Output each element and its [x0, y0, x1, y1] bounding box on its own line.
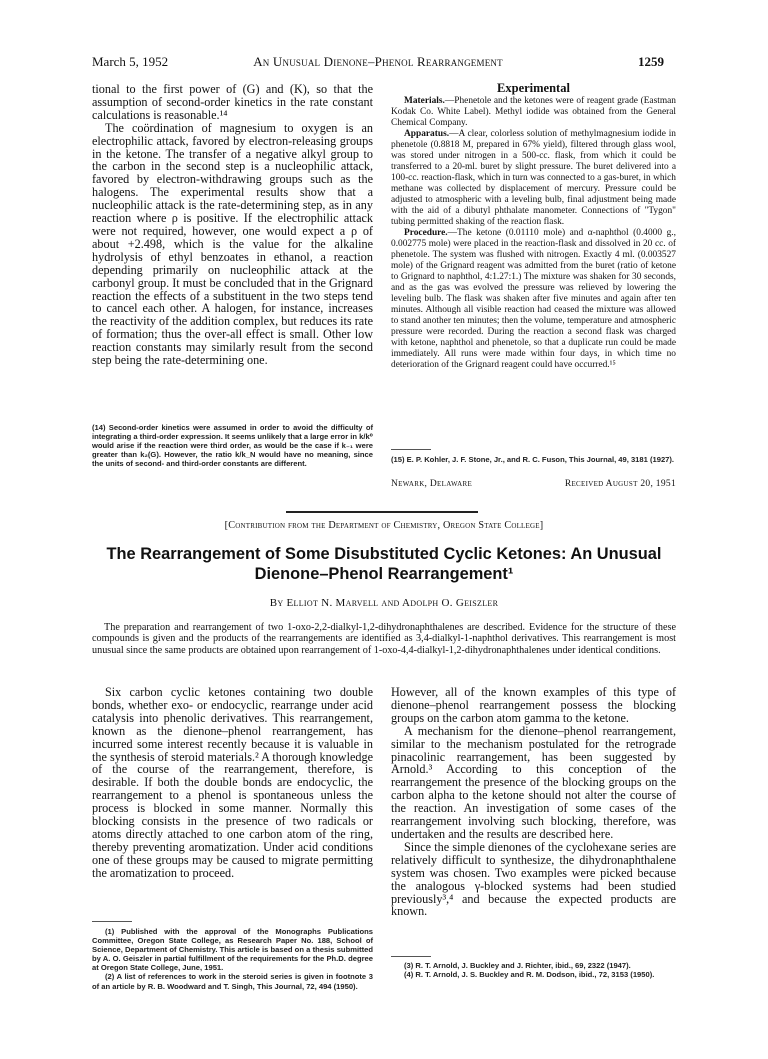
footnote-2: (2) A list of references to work in the steroid series is given in footnote 3 of an article by R. B. Woodward and T. Singh, This Journal, 72, 494 (1950). — [92, 972, 373, 991]
right-column-bottom — [391, 686, 676, 918]
left-column-bottom — [92, 686, 373, 880]
article-separator — [286, 511, 478, 513]
apparatus-text: —A clear, colorless solution of methylmagnesium iodide in phenetole (0.8818 M, prepared in 67% yield), filtered through glass wool, was stored under nitrogen in a 500-cc. flask, from which it could be transferred to a 20-ml. buret by slight pressure. The buret delivered into a 100-cc. reaction-flask, which in turn was connected to a gas-buret, in which methane was collected by displacement of mercury. Pressure could be adjusted to atmospheric with a leveling bulb, final adjustment being made with the aid of a dibutyl phthalate manometer. Connections of "Tygon" tubing permitted shaking of the reaction flask. — [391, 129, 676, 227]
paragraph-known-examples: However, all of the known examples of this type of dienone–phenol rearrangement possess the blocking groups on the carbon atom gamma to the ketone. — [391, 685, 676, 725]
materials-paragraph — [391, 96, 676, 129]
paragraph-mechanism: The coördination of magnesium to oxygen is an electrophilic attack, favored by electron-releasing groups in the ketone. The transfer of a negative alkyl group to the carbon in the second step is a nucleophilic attack, favored by electron-withdrawing groups such as the halogens. The experimental results show that a nucleophilic attack is the rate-determining step, as in any reaction where ρ is positive. If the electrophilic attack were not required, however, one would expect a ρ of about +2.498, which is the value for the alkaline hydrolysis of ethyl benzoates in ethanol, a reaction depending primarily on nucleophilic attack at the carbonyl group. It must be concluded that in the Grignard reaction the effects of a substituent in the two steps tend to cancel each other. A halogen, for instance, increases the reactivity of the addition complex, but reduces its rate of formation; thus the over-all effect is small. Other low reaction constants may similarly result from the second step being the rate-determining one. — [92, 120, 373, 368]
apparatus-paragraph — [391, 129, 676, 228]
left-column-top — [92, 83, 373, 367]
article-authors: By Elliot N. Marvell and Adolph O. Geiszler — [269, 597, 499, 609]
footnote-rule-right — [391, 449, 431, 450]
procedure-label: Procedure. — [404, 228, 448, 238]
footnote-3: (3) R. T. Arnold, J. Buckley and J. Richter, ibid., 69, 2322 (1947). — [404, 961, 631, 970]
contribution-line: [Contribution from the Department of Chemistry, Oregon State College] — [224, 520, 544, 531]
footnotes-left — [92, 927, 373, 991]
experimental-heading: Experimental — [497, 81, 570, 95]
footnote-4: (4) R. T. Arnold, J. S. Buckley and R. M. Dodson, ibid., 72, 3153 (1950). — [404, 970, 655, 980]
running-header — [92, 54, 664, 72]
article-title: The Rearrangement of Some Disubstituted Cyclic Ketones: An Unusual Dienone–Phenol Rearrangement¹ — [106, 545, 662, 583]
paragraph-continuation: tional to the first power of (G) and (K), so that the assumption of second-order kinetics in the rate constant calculations is reasonable.¹⁴ — [92, 82, 373, 122]
paragraph-mechanism-arnold: A mechanism for the dienone–phenol rearrangement, similar to the mechanism postulated for the retrograde pinacolinic rearrangement, has been suggested by Arnold.³ According to this conception of the rearrangement the presence of the blocking groups on the carbon alpha to the ketone should not alter the course of the reaction. An investigation of some cases of the rearrangement involving such blocking, therefore, was undertaken and the results are described here. — [391, 723, 676, 841]
materials-label: Materials. — [404, 96, 445, 106]
header-page-number: 1259 — [638, 54, 664, 69]
footnote-rule-bottom-left — [92, 921, 132, 922]
received-date: Received August 20, 1951 — [564, 479, 676, 489]
footnotes-right — [391, 961, 676, 979]
procedure-text: —The ketone (0.01110 mole) and α-naphthol (0.4000 g., 0.002775 mole) were placed in the reaction-flask and dissolved in 20 cc. of phenetole. The system was flushed with nitrogen. Exactly 4 ml. (0.003527 mole) of the Grignard reagent was admitted from the buret (ratio of ketone to Grignard to naphthol, 4:1.27:1.) The mixture was shaken for 30 seconds, and as the gas was evolved the pressure was relieved by lowering the leveling bulb. The flask was shaken after five minutes and again after ten minutes. Although all visible reaction had ceased the mixture was allowed to stand another ten minutes; then the volume, temperature and atmospheric pressure were recorded. During the reaction a second flask was charged with ketone, naphthol and phenetole, so that a duplicate run could be made immediately. All runs were made within four days, in which time no deterioration of the Grignard reagent could have occurred.¹⁵ — [391, 228, 676, 370]
materials-text: —Phenetole and the ketones were of reagent grade (Eastman Kodak Co. White Label). Methyl iodide was obtained from the General Chemical Company. — [391, 96, 676, 128]
header-date: March 5, 1952 — [92, 54, 169, 69]
footnote-14: (14) Second-order kinetics were assumed in order to avoid the difficulty of integrating a third-order expression. It seems unlikely that a large error in k/k⁰ would arise if the reaction were third order, as would be the case if k₋₁ were greater than k₂(G). However, the ratio k/k_N would have no meaning, since the units of second- and third-order constants are different. — [92, 423, 374, 469]
article-abstract: The preparation and rearrangement of two 1-oxo-2,2-dialkyl-1,2-dihydronaphthalenes are described. Evidence for the structure of these compounds is given and the products of the rearrangements are identified as 3,4-dialkyl-1-naphthol derivatives. This rearrangement is most unusual since the same products are obtained upon rearrangement of 1-oxo-4,4-dialkyl-1,2-dihydronaphthalenes under identical conditions. — [92, 622, 676, 656]
footnote-1: (1) Published with the approval of the Monographs Publications Committee, Oregon State College, as Research Paper No. 188, School of Science, Department of Chemistry. This article is based on a thesis submitted by A. O. Geiszler in partial fulfillment of the requirements for the Ph.D. degree at Oregon State College, June, 1951. — [92, 927, 373, 973]
procedure-paragraph — [391, 228, 676, 371]
paragraph-intro: Six carbon cyclic ketones containing two double bonds, whether exo- or endocyclic, rearrange under acid catalysis into phenolic derivatives. This rearrangement, known as the dienone–phenol rearrangement, has incurred some interest recently because it is valuable in the synthesis of steroid materials.² A thorough knowledge of the course of the rearrangement, therefore, is desirable. If both the double bonds are endocyclic, the rearrangement to a phenol is spontaneous unless the process is blocked in some manner. Normally this blocking consists in the presence of two radicals or atoms directly attached to one carbon atom of the ring, thereby preventing aromatization. Under acid conditions one of these groups may be caused to migrate permitting the aromatization to proceed. — [92, 685, 373, 880]
footnote-15: (15) E. P. Kohler, J. F. Stone, Jr., and R. C. Fuson, This Journal, 49, 3181 (1927). — [391, 455, 675, 464]
footnote-rule-bottom-right — [391, 956, 431, 957]
apparatus-label: Apparatus. — [404, 129, 450, 139]
location: Newark, Delaware — [391, 479, 473, 489]
header-running-title: An Unusual Dienone–Phenol Rearrangement — [253, 54, 503, 69]
experimental-section — [391, 83, 676, 371]
paragraph-dihydronaphthalene: Since the simple dienones of the cyclohexane series are relatively difficult to synthesize, the dihydronaphthalene system was chosen. Two examples were picked because the analogous γ-blocked systems had been studied previously³,⁴ and because the expected products are known. — [391, 839, 676, 919]
